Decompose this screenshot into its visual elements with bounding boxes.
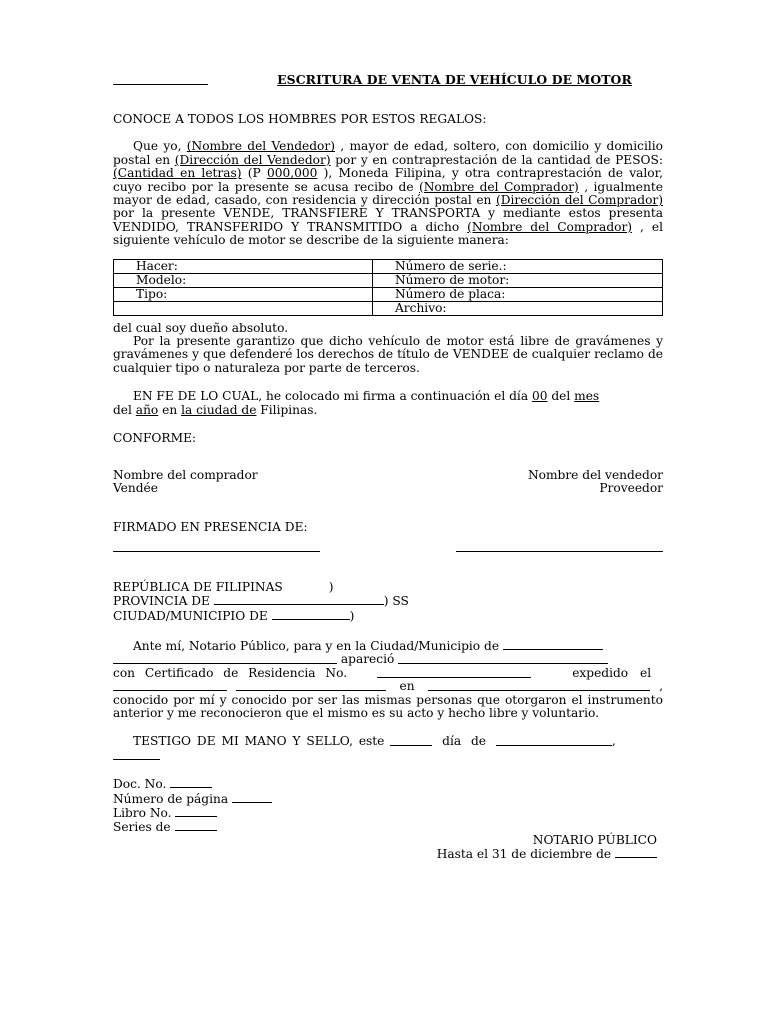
table-cell: Archivo:	[373, 301, 663, 315]
buyer-name-field-2: (Nombre del Comprador)	[467, 219, 633, 234]
table-row	[114, 273, 663, 287]
conforme-label: CONFORME:	[113, 431, 197, 446]
city-line: CIUDAD/MUNICIPIO DE )	[113, 608, 355, 623]
amount-words-field: (Cantidad en letras)	[113, 166, 242, 181]
document-title: ESCRITURA DE VENTA DE VEHÍCULO DE MOTOR	[277, 72, 632, 87]
book-no-line: Libro No.	[113, 806, 663, 820]
title-rule	[113, 84, 208, 85]
faith-paragraph: EN FE DE LO CUAL, he colocado mi firma a continuación el día 00 del mes del año en la ciudad de Filipinas.	[113, 389, 600, 417]
sale-paragraph: Que yo, (Nombre del Vendedor) , mayor de edad, soltero, con domicilio y domicilio postal en (Dirección del Vendedor) por y en contraprestación de la cantidad de PESOS: (Cantidad en letras) (P 000,000 ), Moneda Filipina, y otra contraprestación de valor, cuyo recibo por la presente se acusa recibo de (Nombre del Comprador) , igualmente mayor de edad, casado, con residencia y dirección postal en (Dirección del Comprador) por la presente VENDE, TRANSFIERE Y TRANSPORTA y mediante estos presenta VENDIDO, TRANSFERIDO Y TRANSMITIDO a dicho (Nombre del Comprador) , el siguiente vehículo de motor se describe de la siguiente manera:	[113, 139, 664, 248]
buyer-role: Vendée	[113, 480, 158, 495]
seller-role: Proveedor	[599, 480, 663, 495]
buyer-label: Nombre del comprador	[113, 467, 258, 482]
table-cell: Modelo:	[114, 273, 373, 287]
month-field: mes	[574, 389, 600, 404]
seller-name-field: (Nombre del Vendedor)	[186, 139, 335, 154]
notary-paragraph: Ante mí, Notario Público, para y en la Ciudad/Municipio de apareció con Certificado de Residencia No. expedido el en , conocido por mí y conocido por ser las mismas personas que otorgaron el instrumento anterior y me reconocieron que el mismo es su acto y hecho libre y voluntario.	[113, 638, 663, 720]
records-block	[113, 777, 663, 835]
table-cell	[114, 301, 373, 315]
notary-title: NOTARIO PÚBLICO	[532, 832, 657, 847]
table-cell: Número de serie.:	[373, 259, 663, 273]
title-row	[113, 73, 663, 89]
opening-line: CONOCE A TODOS LOS HOMBRES POR ESTOS REGALOS:	[113, 112, 487, 126]
table-cell: Tipo:	[114, 287, 373, 301]
table-cell: Hacer:	[114, 259, 373, 273]
document-page	[113, 73, 663, 862]
parties-block	[113, 469, 663, 496]
table-row	[114, 259, 663, 273]
jurisdiction-block	[113, 581, 663, 623]
table-cell: Número de placa:	[373, 287, 663, 301]
republic-line: REPÚBLICA DE FILIPINAS )	[113, 579, 334, 594]
table-row	[114, 301, 663, 315]
city-blank	[272, 609, 350, 620]
series-line: Series de	[113, 820, 663, 834]
seller-label: Nombre del vendedor	[528, 467, 663, 482]
vehicle-details-table	[113, 259, 663, 316]
doc-no-line: Doc. No.	[113, 777, 663, 791]
witness-signature-line-2	[456, 547, 663, 552]
table-cell: Número de motor:	[373, 273, 663, 287]
owner-line: del cual soy dueño absoluto.	[113, 320, 289, 335]
commission-line: Hasta el 31 de diciembre de	[113, 847, 663, 861]
table-row	[114, 287, 663, 301]
year-field: año	[135, 402, 159, 417]
seller-address-field: (Dirección del Vendedor)	[174, 152, 331, 167]
amount-field: 000,000	[267, 166, 318, 181]
buyer-address-field: (Dirección del Comprador)	[495, 193, 663, 208]
page-no-line: Número de página	[113, 792, 663, 806]
witness-signature-lines	[113, 547, 663, 552]
province-line: PROVINCIA DE ) SS	[113, 594, 409, 609]
witness-signature-line-1	[113, 547, 320, 552]
warranty-paragraph: Por la presente garantizo que dicho vehículo de motor está libre de gravámenes y gravámenes y que defenderé los derechos de título de VENDEE de cualquier reclamo de cualquier tipo o naturaleza por parte de terceros.	[113, 334, 663, 375]
seller-block	[528, 469, 663, 496]
province-blank	[214, 594, 384, 605]
city-field: la ciudad de	[181, 402, 257, 417]
buyer-block	[113, 469, 258, 496]
buyer-name-field: (Nombre del Comprador)	[419, 179, 579, 194]
witness-seal-line: TESTIGO DE MI MANO Y SELLO, este día de ,	[113, 735, 663, 763]
witness-header: FIRMADO EN PRESENCIA DE:	[113, 520, 308, 535]
day-field: 00	[531, 389, 548, 404]
